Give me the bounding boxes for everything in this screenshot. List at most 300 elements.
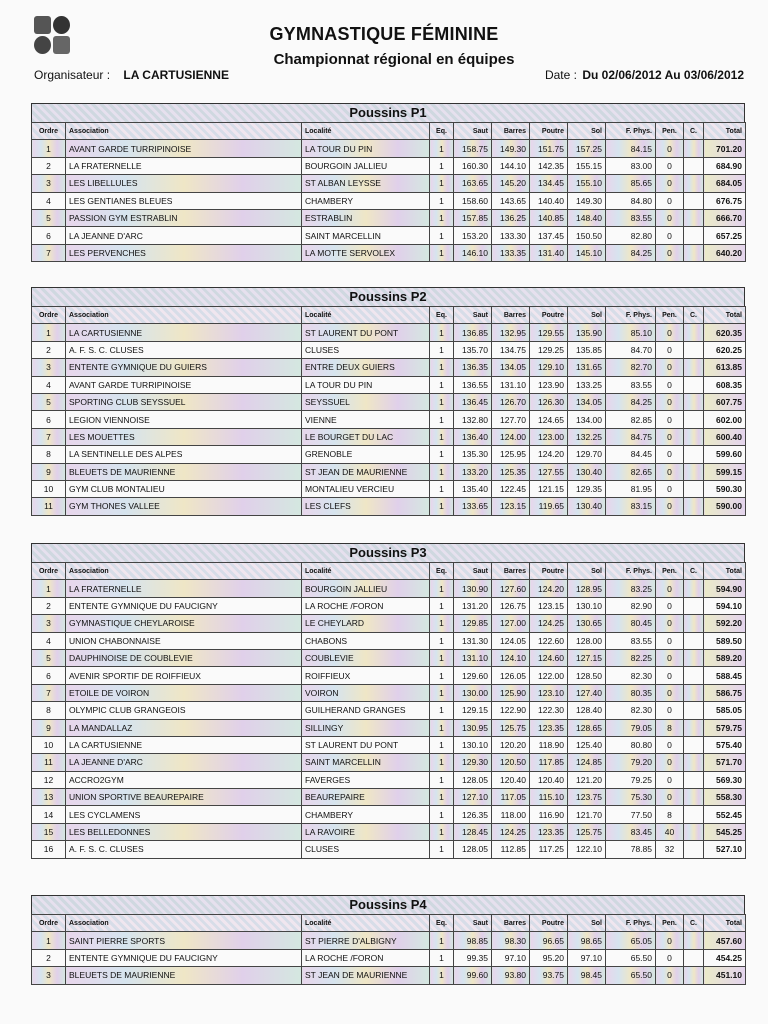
cell-pen: 0 [656,376,684,393]
cell-ordre: 5 [32,649,66,666]
results-table [31,914,746,985]
cell-poutre: 117.25 [530,841,568,858]
cell-pen: 0 [656,324,684,341]
cell-sol: 129.35 [568,480,606,497]
cell-association: ENTENTE GYMNIQUE DU FAUCIGNY [66,949,302,966]
cell-saut: 157.85 [454,209,492,226]
cell-localite: CLUSES [302,841,430,858]
col-header-ordre: Ordre [32,307,66,324]
cell-f-phys: 83.45 [606,823,656,840]
cell-eq: 1 [430,463,454,480]
table-header-row [32,307,746,324]
cell-barres: 125.95 [492,446,530,463]
table-row [32,192,746,209]
cell-sol: 125.40 [568,736,606,753]
cell-total: 657.25 [704,227,746,244]
table-row [32,446,746,463]
cell-eq: 1 [430,393,454,410]
cell-ordre: 15 [32,823,66,840]
cell-sol: 130.65 [568,615,606,632]
cell-pen: 8 [656,806,684,823]
cell-f-phys: 79.25 [606,771,656,788]
cell-total: 571.70 [704,754,746,771]
cell-eq: 1 [430,428,454,445]
cell-ordre: 1 [32,140,66,157]
col-header-poutre: Poutre [530,123,568,140]
cell-poutre: 118.90 [530,736,568,753]
table-row [32,341,746,358]
cell-saut: 133.65 [454,498,492,515]
table-row [32,719,746,736]
cell-total: 454.25 [704,949,746,966]
cell-poutre: 129.10 [530,359,568,376]
cell-pen: 0 [656,227,684,244]
cell-poutre: 126.30 [530,393,568,410]
cell-barres: 145.20 [492,175,530,192]
cell-pen: 8 [656,719,684,736]
cell-localite: LA TOUR DU PIN [302,140,430,157]
cell-total: 600.40 [704,428,746,445]
cell-association: GYMNASTIQUE CHEYLAROISE [66,615,302,632]
cell-association: BLEUETS DE MAURIENNE [66,967,302,984]
cell-saut: 128.05 [454,771,492,788]
cell-poutre: 134.45 [530,175,568,192]
cell-ordre: 1 [32,580,66,597]
cell-c [684,702,704,719]
cell-barres: 120.20 [492,736,530,753]
table-row [32,949,746,966]
cell-localite: GRENOBLE [302,446,430,463]
cell-eq: 1 [430,967,454,984]
cell-eq: 1 [430,649,454,666]
cell-poutre: 124.25 [530,615,568,632]
cell-localite: CHAMBERY [302,192,430,209]
table-row [32,376,746,393]
cell-barres: 132.95 [492,324,530,341]
cell-eq: 1 [430,341,454,358]
cell-c [684,789,704,806]
cell-total: 589.50 [704,632,746,649]
cell-poutre: 124.20 [530,580,568,597]
cell-f-phys: 84.45 [606,446,656,463]
cell-f-phys: 83.55 [606,632,656,649]
cell-pen: 0 [656,446,684,463]
cell-localite: LA MOTTE SERVOLEX [302,244,430,261]
cell-localite: ST LAURENT DU PONT [302,324,430,341]
col-header-eq: Eq. [430,307,454,324]
cell-eq: 1 [430,949,454,966]
cell-ordre: 5 [32,209,66,226]
table-row [32,157,746,174]
cell-f-phys: 80.35 [606,684,656,701]
cell-c [684,649,704,666]
cell-eq: 1 [430,498,454,515]
cell-localite: LES CLEFS [302,498,430,515]
cell-localite: ESTRABLIN [302,209,430,226]
cell-poutre: 95.20 [530,949,568,966]
cell-ordre: 3 [32,175,66,192]
cell-total: 558.30 [704,789,746,806]
cell-ordre: 9 [32,463,66,480]
cell-barres: 133.30 [492,227,530,244]
results-table [31,306,746,516]
cell-ordre: 14 [32,806,66,823]
cell-pen: 0 [656,597,684,614]
cell-sol: 157.25 [568,140,606,157]
cell-ordre: 12 [32,771,66,788]
cell-eq: 1 [430,480,454,497]
page-subtitle: Championnat régional en équipes [273,51,515,68]
cell-ordre: 3 [32,615,66,632]
cell-pen: 0 [656,341,684,358]
cell-saut: 135.40 [454,480,492,497]
cell-eq: 1 [430,192,454,209]
cell-barres: 117.05 [492,789,530,806]
cell-association: LES GENTIANES BLEUES [66,192,302,209]
section-title: Poussins P2 [31,287,745,306]
cell-eq: 1 [430,359,454,376]
cell-eq: 1 [430,157,454,174]
cell-barres: 136.25 [492,209,530,226]
col-header-c: C. [684,915,704,932]
cell-saut: 158.75 [454,140,492,157]
cell-localite: MONTALIEU VERCIEU [302,480,430,497]
cell-poutre: 129.25 [530,341,568,358]
cell-poutre: 123.35 [530,719,568,736]
date-value: Du 02/06/2012 Au 03/06/2012 [582,68,744,82]
col-header-pen: Pen. [656,915,684,932]
cell-pen: 0 [656,932,684,949]
cell-f-phys: 65.50 [606,949,656,966]
cell-saut: 129.15 [454,702,492,719]
table-row [32,227,746,244]
cell-sol: 148.40 [568,209,606,226]
cell-sol: 128.00 [568,632,606,649]
cell-ordre: 6 [32,411,66,428]
cell-localite: ROIFFIEUX [302,667,430,684]
cell-barres: 125.90 [492,684,530,701]
cell-total: 599.60 [704,446,746,463]
cell-total: 599.15 [704,463,746,480]
col-header-pen: Pen. [656,307,684,324]
cell-sol: 130.40 [568,498,606,515]
cell-localite: VOIRON [302,684,430,701]
cell-barres: 118.00 [492,806,530,823]
cell-localite: ENTRE DEUX GUIERS [302,359,430,376]
cell-association: LES MOUETTES [66,428,302,445]
cell-pen: 0 [656,140,684,157]
cell-sol: 124.85 [568,754,606,771]
col-header-poutre: Poutre [530,307,568,324]
section-poussins-p1 [31,103,745,262]
cell-pen: 0 [656,754,684,771]
cell-association: LES PERVENCHES [66,244,302,261]
cell-poutre: 117.85 [530,754,568,771]
cell-c [684,393,704,410]
cell-ordre: 5 [32,393,66,410]
table-row [32,806,746,823]
col-header-c: C. [684,123,704,140]
cell-localite: BOURGOIN JALLIEU [302,580,430,597]
cell-c [684,841,704,858]
cell-poutre: 123.00 [530,428,568,445]
cell-pen: 32 [656,841,684,858]
cell-association: PASSION GYM ESTRABLIN [66,209,302,226]
cell-eq: 1 [430,175,454,192]
col-header-ordre: Ordre [32,123,66,140]
cell-pen: 0 [656,615,684,632]
cell-sol: 98.65 [568,932,606,949]
cell-c [684,244,704,261]
cell-barres: 125.35 [492,463,530,480]
col-header-sol: Sol [568,915,606,932]
cell-eq: 1 [430,667,454,684]
cell-association: AVENIR SPORTIF DE ROIFFIEUX [66,667,302,684]
cell-ordre: 3 [32,359,66,376]
cell-poutre: 123.10 [530,684,568,701]
cell-pen: 0 [656,967,684,984]
cell-c [684,175,704,192]
col-header-f-phys: F. Phys. [606,123,656,140]
table-row [32,789,746,806]
cell-total: 457.60 [704,932,746,949]
cell-association: GYM CLUB MONTALIEU [66,480,302,497]
cell-poutre: 123.15 [530,597,568,614]
date-label: Date : [544,68,577,82]
table-row [32,667,746,684]
col-header-localite: Localité [302,307,430,324]
cell-ordre: 6 [32,667,66,684]
cell-poutre: 119.65 [530,498,568,515]
cell-saut: 98.85 [454,932,492,949]
table-row [32,359,746,376]
cell-f-phys: 79.05 [606,719,656,736]
cell-total: 684.90 [704,157,746,174]
cell-c [684,324,704,341]
cell-sol: 130.10 [568,597,606,614]
cell-eq: 1 [430,736,454,753]
cell-localite: COUBLEVIE [302,649,430,666]
cell-saut: 135.30 [454,446,492,463]
table-row [32,702,746,719]
col-header-barres: Barres [492,123,530,140]
section-title: Poussins P4 [31,895,745,914]
cell-pen: 0 [656,175,684,192]
page-title: GYMNASTIQUE FÉMININE [269,24,499,44]
col-header-sol: Sol [568,563,606,580]
cell-localite: VIENNE [302,411,430,428]
cell-eq: 1 [430,789,454,806]
cell-barres: 98.30 [492,932,530,949]
col-header-pen: Pen. [656,123,684,140]
cell-poutre: 122.30 [530,702,568,719]
cell-pen: 0 [656,428,684,445]
cell-sol: 129.70 [568,446,606,463]
cell-eq: 1 [430,580,454,597]
cell-sol: 121.70 [568,806,606,823]
cell-saut: 153.20 [454,227,492,244]
cell-saut: 128.05 [454,841,492,858]
cell-barres: 125.75 [492,719,530,736]
cell-c [684,140,704,157]
cell-c [684,428,704,445]
cell-localite: FAVERGES [302,771,430,788]
cell-ordre: 2 [32,341,66,358]
cell-pen: 0 [656,498,684,515]
cell-total: 620.25 [704,341,746,358]
table-row [32,754,746,771]
cell-poutre: 122.60 [530,632,568,649]
cell-eq: 1 [430,823,454,840]
col-header-eq: Eq. [430,563,454,580]
cell-c [684,498,704,515]
cell-sol: 128.40 [568,702,606,719]
cell-association: GYM THONES VALLEE [66,498,302,515]
cell-poutre: 137.45 [530,227,568,244]
cell-ordre: 2 [32,949,66,966]
cell-pen: 0 [656,359,684,376]
cell-barres: 126.05 [492,667,530,684]
cell-association: DAUPHINOISE DE COUBLEVIE [66,649,302,666]
cell-ordre: 4 [32,632,66,649]
cell-barres: 120.50 [492,754,530,771]
cell-pen: 0 [656,789,684,806]
cell-eq: 1 [430,376,454,393]
cell-association: A. F. S. C. CLUSES [66,341,302,358]
table-header-row [32,123,746,140]
cell-poutre: 124.60 [530,649,568,666]
cell-f-phys: 65.50 [606,967,656,984]
cell-eq: 1 [430,446,454,463]
cell-ordre: 9 [32,719,66,736]
cell-pen: 0 [656,244,684,261]
cell-ordre: 3 [32,967,66,984]
cell-c [684,806,704,823]
table-row [32,393,746,410]
cell-saut: 131.30 [454,632,492,649]
col-header-localite: Localité [302,123,430,140]
cell-pen: 0 [656,702,684,719]
cell-c [684,227,704,244]
table-row [32,580,746,597]
cell-c [684,736,704,753]
cell-barres: 97.10 [492,949,530,966]
col-header-f-phys: F. Phys. [606,915,656,932]
col-header-association: Association [66,915,302,932]
cell-sol: 134.05 [568,393,606,410]
cell-eq: 1 [430,754,454,771]
cell-total: 575.40 [704,736,746,753]
cell-localite: SAINT MARCELLIN [302,227,430,244]
cell-association: BLEUETS DE MAURIENNE [66,463,302,480]
table-header-row [32,915,746,932]
cell-association: UNION CHABONNAISE [66,632,302,649]
col-header-total: Total [704,123,746,140]
cell-association: LES LIBELLULES [66,175,302,192]
cell-c [684,359,704,376]
cell-ordre: 1 [32,324,66,341]
cell-f-phys: 82.30 [606,702,656,719]
cell-sol: 149.30 [568,192,606,209]
cell-ordre: 13 [32,789,66,806]
cell-c [684,754,704,771]
cell-f-phys: 84.25 [606,393,656,410]
cell-saut: 136.85 [454,324,492,341]
cell-c [684,684,704,701]
table-row [32,771,746,788]
cell-sol: 150.50 [568,227,606,244]
cell-ordre: 8 [32,702,66,719]
cell-f-phys: 81.95 [606,480,656,497]
cell-saut: 160.30 [454,157,492,174]
cell-sol: 125.75 [568,823,606,840]
table-row [32,597,746,614]
cell-ordre: 4 [32,376,66,393]
cell-c [684,192,704,209]
cell-pen: 0 [656,463,684,480]
table-row [32,932,746,949]
cell-sol: 123.75 [568,789,606,806]
cell-barres: 127.70 [492,411,530,428]
cell-c [684,209,704,226]
cell-total: 590.30 [704,480,746,497]
cell-saut: 130.90 [454,580,492,597]
cell-c [684,446,704,463]
col-header-pen: Pen. [656,563,684,580]
cell-sol: 131.65 [568,359,606,376]
cell-ordre: 10 [32,480,66,497]
cell-localite: CLUSES [302,341,430,358]
cell-association: LEGION VIENNOISE [66,411,302,428]
cell-barres: 93.80 [492,967,530,984]
cell-saut: 163.65 [454,175,492,192]
cell-eq: 1 [430,411,454,428]
cell-f-phys: 85.65 [606,175,656,192]
cell-total: 552.45 [704,806,746,823]
cell-localite: GUILHERAND GRANGES [302,702,430,719]
cell-pen: 40 [656,823,684,840]
cell-localite: ST LAURENT DU PONT [302,736,430,753]
cell-f-phys: 65.05 [606,932,656,949]
cell-pen: 0 [656,649,684,666]
cell-f-phys: 82.90 [606,597,656,614]
cell-ordre: 10 [32,736,66,753]
cell-association: LES BELLEDONNES [66,823,302,840]
results-table [31,122,746,262]
col-header-association: Association [66,563,302,580]
cell-c [684,667,704,684]
cell-saut: 146.10 [454,244,492,261]
cell-ordre: 4 [32,192,66,209]
cell-c [684,341,704,358]
cell-sol: 135.85 [568,341,606,358]
cell-pen: 0 [656,667,684,684]
cell-localite: LA TOUR DU PIN [302,376,430,393]
cell-eq: 1 [430,841,454,858]
cell-ordre: 2 [32,157,66,174]
cell-saut: 136.35 [454,359,492,376]
cell-c [684,771,704,788]
cell-saut: 158.60 [454,192,492,209]
cell-ordre: 7 [32,428,66,445]
cell-poutre: 123.90 [530,376,568,393]
cell-poutre: 142.35 [530,157,568,174]
table-header-row [32,563,746,580]
cell-poutre: 124.20 [530,446,568,463]
cell-association: AVANT GARDE TURRIPINOISE [66,140,302,157]
cell-sol: 155.15 [568,157,606,174]
cell-saut: 127.10 [454,789,492,806]
